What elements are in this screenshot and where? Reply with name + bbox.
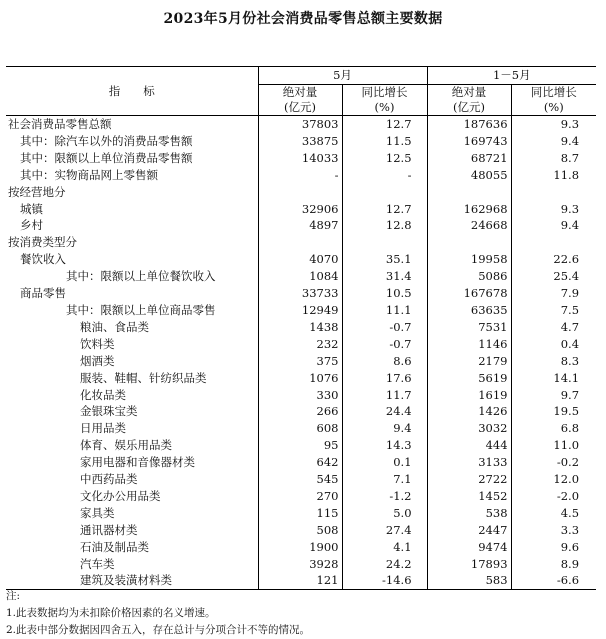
cell-may-yoy: 24.2 (342, 556, 427, 573)
table-row (6, 454, 596, 471)
row-label: 其中：除汽车以外的消费品零售额 (20, 133, 193, 148)
cell-ytd-abs: 187636 (427, 116, 511, 133)
table-row (6, 539, 596, 556)
cell-ytd-yoy: 8.9 (511, 556, 596, 573)
cell-may-abs: 508 (258, 522, 342, 539)
row-label: 乡村 (20, 218, 43, 233)
notes-heading: 注: (6, 590, 21, 602)
cell-ytd-abs: 68721 (427, 150, 511, 167)
cell-may-abs: 12949 (258, 302, 342, 319)
cell-may-abs: - (258, 167, 342, 184)
cell-ytd-yoy: 19.5 (511, 403, 596, 420)
cell-ytd-abs: 167678 (427, 285, 511, 302)
header-may: 5月 (258, 67, 427, 85)
table-row (6, 234, 596, 251)
table-row (6, 403, 596, 420)
row-label: 金银珠宝类 (80, 404, 138, 419)
cell-may-yoy: 11.5 (342, 133, 427, 150)
notes (6, 588, 310, 639)
cell-ytd-yoy: -6.6 (511, 572, 596, 589)
table-row (6, 505, 596, 522)
row-label: 通讯器材类 (80, 522, 138, 537)
cell-ytd-abs: 19958 (427, 251, 511, 268)
cell-may-abs: 33733 (258, 285, 342, 302)
row-label: 按经营地分 (8, 184, 66, 199)
header-may-abs (258, 85, 342, 116)
table-row (6, 370, 596, 387)
cell-may-abs: 545 (258, 471, 342, 488)
cell-may-yoy: 35.1 (342, 251, 427, 268)
row-label: 其中：实物商品网上零售额 (20, 167, 158, 182)
row-label: 商品零售 (20, 286, 66, 301)
cell-ytd-abs: 583 (427, 572, 511, 589)
cell-may-abs: 330 (258, 387, 342, 404)
cell-ytd-abs: 2722 (427, 471, 511, 488)
table-body (6, 116, 596, 590)
cell-ytd-yoy: 9.3 (511, 116, 596, 133)
cell-may-abs: 33875 (258, 133, 342, 150)
cell-ytd-abs: 1619 (427, 387, 511, 404)
cell-ytd-yoy: 8.7 (511, 150, 596, 167)
row-label: 日用品类 (80, 421, 126, 436)
cell-ytd-abs: 3133 (427, 454, 511, 471)
cell-may-abs: 232 (258, 336, 342, 353)
cell-may-abs: 4070 (258, 251, 342, 268)
cell-ytd-yoy: 12.0 (511, 471, 596, 488)
row-label: 城镇 (20, 201, 43, 216)
cell-may-abs: 1900 (258, 539, 342, 556)
cell-may-yoy: -0.7 (342, 336, 427, 353)
table-row (6, 302, 596, 319)
cell-ytd-yoy: 4.7 (511, 319, 596, 336)
cell-ytd-abs: 63635 (427, 302, 511, 319)
cell-may-abs: 115 (258, 505, 342, 522)
cell-may-abs: 4897 (258, 217, 342, 234)
cell-may-abs (258, 184, 342, 201)
table-row (6, 167, 596, 184)
cell-ytd-abs: 48055 (427, 167, 511, 184)
cell-ytd-yoy (511, 234, 596, 251)
note-item-2: 2.此表中部分数据因四舍五入，存在总计与分项合计不等的情况。 (6, 624, 311, 636)
cell-ytd-yoy: 8.3 (511, 353, 596, 370)
header-yoy-label: 同比增长 (361, 85, 408, 99)
cell-may-yoy: 12.7 (342, 116, 427, 133)
header-indicator: 指 标 (6, 67, 258, 116)
header-jan-may: 1－5月 (427, 67, 596, 85)
cell-ytd-abs (427, 234, 511, 251)
header-yoy-unit: (%) (374, 100, 395, 114)
cell-may-yoy: - (342, 167, 427, 184)
header-yoy-label: 同比增长 (530, 85, 577, 99)
cell-ytd-abs: 162968 (427, 201, 511, 218)
cell-may-abs: 1076 (258, 370, 342, 387)
note-item-1: 1.此表数据均为未扣除价格因素的名义增速。 (6, 607, 216, 619)
cell-ytd-yoy: 11.0 (511, 437, 596, 454)
cell-may-yoy: 10.5 (342, 285, 427, 302)
cell-ytd-abs: 2179 (427, 353, 511, 370)
cell-may-yoy: 27.4 (342, 522, 427, 539)
page-title: 2023年5月份社会消费品零售总额主要数据 (163, 11, 443, 27)
cell-may-abs: 32906 (258, 201, 342, 218)
row-label: 家具类 (80, 505, 115, 520)
cell-ytd-abs: 9474 (427, 539, 511, 556)
cell-ytd-yoy: 9.7 (511, 387, 596, 404)
cell-may-yoy: 4.1 (342, 539, 427, 556)
cell-ytd-yoy: 7.9 (511, 285, 596, 302)
row-label: 体育、娱乐用品类 (80, 438, 172, 453)
cell-ytd-abs: 7531 (427, 319, 511, 336)
cell-ytd-yoy: 11.8 (511, 167, 596, 184)
header-abs-label: 绝对量 (451, 85, 487, 99)
table-row (6, 471, 596, 488)
cell-ytd-yoy: 4.5 (511, 505, 596, 522)
cell-ytd-yoy: 22.6 (511, 251, 596, 268)
row-label: 家用电器和音像器材类 (80, 455, 195, 470)
cell-ytd-abs (427, 184, 511, 201)
cell-ytd-yoy: 25.4 (511, 268, 596, 285)
table-row (6, 268, 596, 285)
cell-may-yoy: -1.2 (342, 488, 427, 505)
row-label: 其中：限额以上单位餐饮收入 (66, 269, 216, 284)
cell-may-yoy: -0.7 (342, 319, 427, 336)
cell-ytd-abs: 2447 (427, 522, 511, 539)
header-abs-unit: (亿元) (284, 100, 316, 114)
row-label: 饮料类 (80, 336, 115, 351)
cell-ytd-yoy: 9.4 (511, 133, 596, 150)
cell-ytd-abs: 17893 (427, 556, 511, 573)
cell-ytd-abs: 444 (427, 437, 511, 454)
row-label: 其中：限额以上单位商品零售 (66, 302, 216, 317)
cell-ytd-yoy: 9.6 (511, 539, 596, 556)
header-may-yoy (342, 85, 427, 116)
cell-may-abs: 608 (258, 420, 342, 437)
cell-may-yoy: 14.3 (342, 437, 427, 454)
table-row (6, 556, 596, 573)
cell-ytd-yoy: -2.0 (511, 488, 596, 505)
cell-may-abs: 266 (258, 403, 342, 420)
cell-ytd-abs: 1426 (427, 403, 511, 420)
table-row (6, 420, 596, 437)
cell-may-abs (258, 234, 342, 251)
cell-ytd-abs: 3032 (427, 420, 511, 437)
table-row (6, 116, 596, 133)
cell-may-abs: 121 (258, 572, 342, 589)
row-label: 按消费类型分 (8, 235, 77, 250)
cell-may-yoy: 8.6 (342, 353, 427, 370)
cell-ytd-yoy: 14.1 (511, 370, 596, 387)
table-row (6, 319, 596, 336)
header-ytd-abs (427, 85, 511, 116)
table-row (6, 251, 596, 268)
cell-may-yoy: 17.6 (342, 370, 427, 387)
cell-may-yoy: 11.7 (342, 387, 427, 404)
table-row (6, 353, 596, 370)
table-row (6, 522, 596, 539)
cell-ytd-yoy (511, 184, 596, 201)
table-row (6, 387, 596, 404)
table-row (6, 150, 596, 167)
cell-may-yoy: 12.5 (342, 150, 427, 167)
cell-ytd-abs: 1146 (427, 336, 511, 353)
cell-ytd-abs: 5619 (427, 370, 511, 387)
cell-ytd-abs: 5086 (427, 268, 511, 285)
cell-may-abs: 375 (258, 353, 342, 370)
cell-ytd-yoy: 7.5 (511, 302, 596, 319)
row-label: 粮油、食品类 (80, 319, 149, 334)
row-label: 石油及制品类 (80, 539, 149, 554)
row-label: 文化办公用品类 (80, 488, 161, 503)
header-ytd-yoy (511, 85, 596, 116)
table-header (6, 67, 596, 116)
cell-ytd-abs: 1452 (427, 488, 511, 505)
cell-may-abs: 1084 (258, 268, 342, 285)
row-label: 服装、鞋帽、针纺织品类 (80, 370, 207, 385)
cell-ytd-yoy: 6.8 (511, 420, 596, 437)
row-label: 社会消费品零售总额 (8, 117, 112, 131)
cell-ytd-yoy: 9.4 (511, 217, 596, 234)
cell-may-yoy: 31.4 (342, 268, 427, 285)
row-label: 其中：限额以上单位消费品零售额 (20, 150, 193, 165)
row-label: 建筑及装潢材料类 (6, 572, 258, 589)
table-row (6, 336, 596, 353)
cell-may-abs: 95 (258, 437, 342, 454)
cell-may-yoy: 11.1 (342, 302, 427, 319)
cell-ytd-yoy: 0.4 (511, 336, 596, 353)
table-row (6, 217, 596, 234)
cell-may-abs: 270 (258, 488, 342, 505)
cell-may-abs: 37803 (258, 116, 342, 133)
header-abs-unit: (亿元) (453, 100, 485, 114)
cell-may-yoy: -14.6 (342, 572, 427, 589)
cell-ytd-abs: 538 (427, 505, 511, 522)
header-abs-label: 绝对量 (282, 85, 318, 99)
table-row (6, 184, 596, 201)
header-yoy-unit: (%) (543, 100, 564, 114)
table-row (6, 285, 596, 302)
cell-may-abs: 642 (258, 454, 342, 471)
cell-may-yoy: 24.4 (342, 403, 427, 420)
retail-sales-table (6, 66, 596, 590)
cell-may-yoy: 0.1 (342, 454, 427, 471)
cell-ytd-abs: 24668 (427, 217, 511, 234)
cell-may-yoy (342, 184, 427, 201)
cell-may-abs: 3928 (258, 556, 342, 573)
cell-ytd-yoy: 3.3 (511, 522, 596, 539)
row-label: 烟酒类 (80, 353, 115, 368)
cell-ytd-yoy: -0.2 (511, 454, 596, 471)
row-label: 汽车类 (80, 556, 115, 571)
cell-ytd-yoy: 9.3 (511, 201, 596, 218)
cell-may-yoy: 12.7 (342, 201, 427, 218)
table-row (6, 133, 596, 150)
cell-may-abs: 1438 (258, 319, 342, 336)
row-label: 化妆品类 (80, 387, 126, 402)
cell-may-yoy (342, 234, 427, 251)
cell-may-yoy: 9.4 (342, 420, 427, 437)
cell-may-abs: 14033 (258, 150, 342, 167)
row-label: 中西药品类 (80, 472, 138, 487)
cell-may-yoy: 12.8 (342, 217, 427, 234)
table-row (6, 437, 596, 454)
cell-may-yoy: 7.1 (342, 471, 427, 488)
cell-may-yoy: 5.0 (342, 505, 427, 522)
table-row (6, 201, 596, 218)
table-row (6, 488, 596, 505)
row-label: 餐饮收入 (20, 252, 66, 267)
cell-ytd-abs: 169743 (427, 133, 511, 150)
